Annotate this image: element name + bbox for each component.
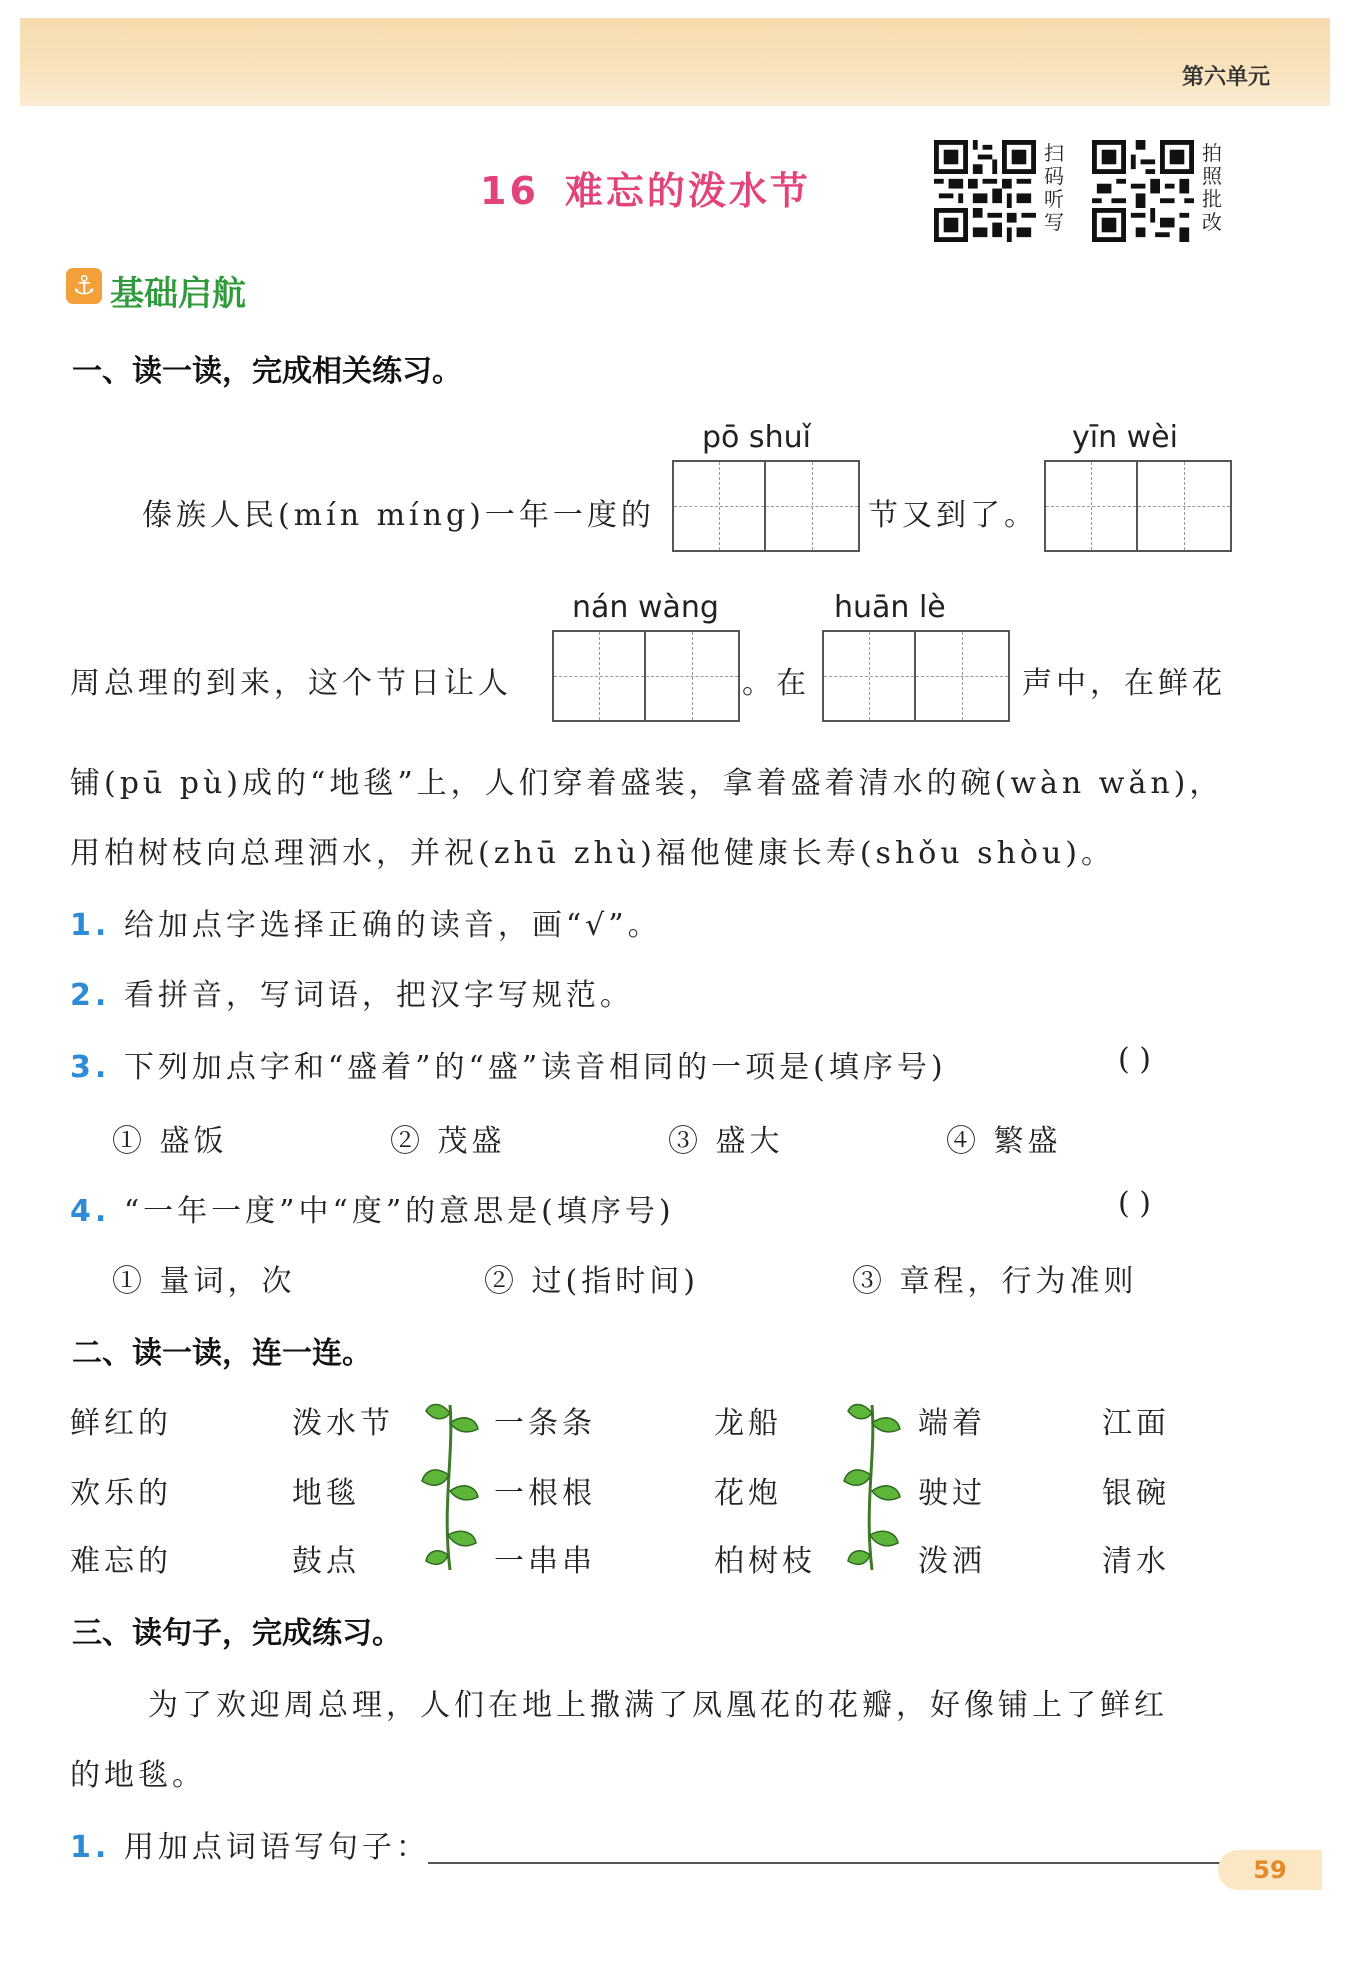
- passage-line-2a: 周总理的到来，这个节日让人: [70, 666, 512, 701]
- part3-question-1: [70, 1822, 430, 1866]
- q3-option-4: ④ 繁盛: [946, 1124, 1062, 1159]
- answer-line[interactable]: [428, 1862, 1233, 1864]
- qr-grade-label: 拍照批改: [1202, 141, 1222, 234]
- lesson-title: [480, 160, 811, 215]
- match-col5-item[interactable]: 泼洒: [918, 1544, 986, 1579]
- lesson-number: 16: [480, 169, 539, 213]
- question-2: [70, 970, 634, 1014]
- answer-blank-q4[interactable]: ( ): [1118, 1186, 1151, 1221]
- header-band: [20, 18, 1330, 106]
- match-col5-item[interactable]: 端着: [918, 1406, 986, 1441]
- question-text: 看拼音，写词语，把汉字写规范。: [123, 978, 634, 1013]
- question-number: 1.: [70, 908, 111, 943]
- match-col2-item[interactable]: 泼水节: [292, 1406, 394, 1441]
- match-col3-item[interactable]: 一串串: [494, 1544, 596, 1579]
- passage-line-2c: 声中，在鲜花: [1022, 666, 1226, 701]
- q4-option-1: ① 量词，次: [112, 1264, 296, 1299]
- match-col1-item[interactable]: 难忘的: [70, 1544, 172, 1579]
- question-1: [70, 900, 662, 944]
- match-col1-item[interactable]: 欢乐的: [70, 1476, 172, 1511]
- passage-line-1b: 节又到了。: [868, 498, 1038, 533]
- passage-line-1a: 傣族人民(mín míng)一年一度的: [142, 498, 655, 533]
- question-4: [70, 1186, 675, 1230]
- match-col6-item[interactable]: 银碗: [1102, 1476, 1170, 1511]
- match-col1-item[interactable]: 鲜红的: [70, 1406, 172, 1441]
- match-col5-item[interactable]: 驶过: [918, 1476, 986, 1511]
- question-text: “一年一度”中“度”的意思是(填序号): [123, 1194, 675, 1229]
- match-col2-item[interactable]: 地毯: [292, 1476, 360, 1511]
- match-col3-item[interactable]: 一条条: [494, 1406, 596, 1441]
- unit-label: 第六单元: [1181, 65, 1270, 90]
- question-text: 用加点词语写句子：: [123, 1830, 430, 1865]
- question-3: [70, 1042, 947, 1086]
- anchor-icon: ⚓: [66, 268, 102, 304]
- passage-line-4: 用柏树枝向总理洒水，并祝(zhū zhù)福他健康长寿(shǒu shòu)。: [70, 836, 1115, 871]
- vine-divider-left: [420, 1395, 480, 1575]
- lesson-name: 难忘的泼水节: [564, 169, 811, 213]
- write-box-yinwei[interactable]: [1044, 460, 1232, 552]
- write-box-poshui[interactable]: [672, 460, 860, 552]
- pinyin-huanle: huān lè: [834, 590, 946, 625]
- match-col3-item[interactable]: 一根根: [494, 1476, 596, 1511]
- match-col4-item[interactable]: 柏树枝: [714, 1544, 816, 1579]
- question-text: 给加点字选择正确的读音，画“√”。: [123, 908, 662, 943]
- pinyin-poshui: pō shuǐ: [702, 420, 811, 455]
- q3-option-3: ③ 盛大: [668, 1124, 784, 1159]
- question-text: 下列加点字和“盛着”的“盛”读音相同的一项是(填序号): [123, 1050, 947, 1085]
- vine-divider-right: [842, 1395, 902, 1575]
- match-col6-item[interactable]: 清水: [1102, 1544, 1170, 1579]
- question-number: 4.: [70, 1194, 111, 1229]
- write-box-huanle[interactable]: [822, 630, 1010, 722]
- passage-line-2b: 。在: [742, 666, 810, 701]
- qr-listen-label: 扫码听写: [1044, 141, 1064, 234]
- section-title: 基础启航: [110, 274, 246, 314]
- match-col4-item[interactable]: 花炮: [714, 1476, 782, 1511]
- question-number: 3.: [70, 1050, 111, 1085]
- sentence-line-1: 为了欢迎周总理，人们在地上撒满了凤凰花的花瓣，好像铺上了鲜红: [148, 1688, 1168, 1723]
- q4-option-2: ② 过(指时间): [484, 1264, 699, 1299]
- write-box-nanwang[interactable]: [552, 630, 740, 722]
- match-col4-item[interactable]: 龙船: [714, 1406, 782, 1441]
- answer-blank-q3[interactable]: ( ): [1118, 1042, 1151, 1077]
- passage-line-3: 铺(pū pù)成的“地毯”上，人们穿着盛装，拿着盛着清水的碗(wàn wǎn)，: [70, 766, 1224, 801]
- question-number: 2.: [70, 978, 111, 1013]
- match-col2-item[interactable]: 鼓点: [292, 1544, 360, 1579]
- match-col6-item[interactable]: 江面: [1102, 1406, 1170, 1441]
- q3-option-1: ① 盛饭: [112, 1124, 228, 1159]
- part2-heading: 二、读一读，连一连。: [72, 1336, 372, 1371]
- pinyin-yinwei: yīn wèi: [1072, 420, 1178, 455]
- question-number: 1.: [70, 1830, 111, 1865]
- q3-option-2: ② 茂盛: [390, 1124, 506, 1159]
- part3-heading: 三、读句子，完成练习。: [72, 1616, 402, 1651]
- page-number: 59: [1218, 1850, 1322, 1890]
- qr-code-grade[interactable]: [1092, 140, 1194, 242]
- part1-heading: 一、读一读，完成相关练习。: [72, 354, 462, 389]
- pinyin-nanwang: nán wàng: [572, 590, 719, 625]
- sentence-line-2: 的地毯。: [70, 1758, 206, 1793]
- qr-code-listen[interactable]: [934, 140, 1036, 242]
- q4-option-3: ③ 章程，行为准则: [852, 1264, 1138, 1299]
